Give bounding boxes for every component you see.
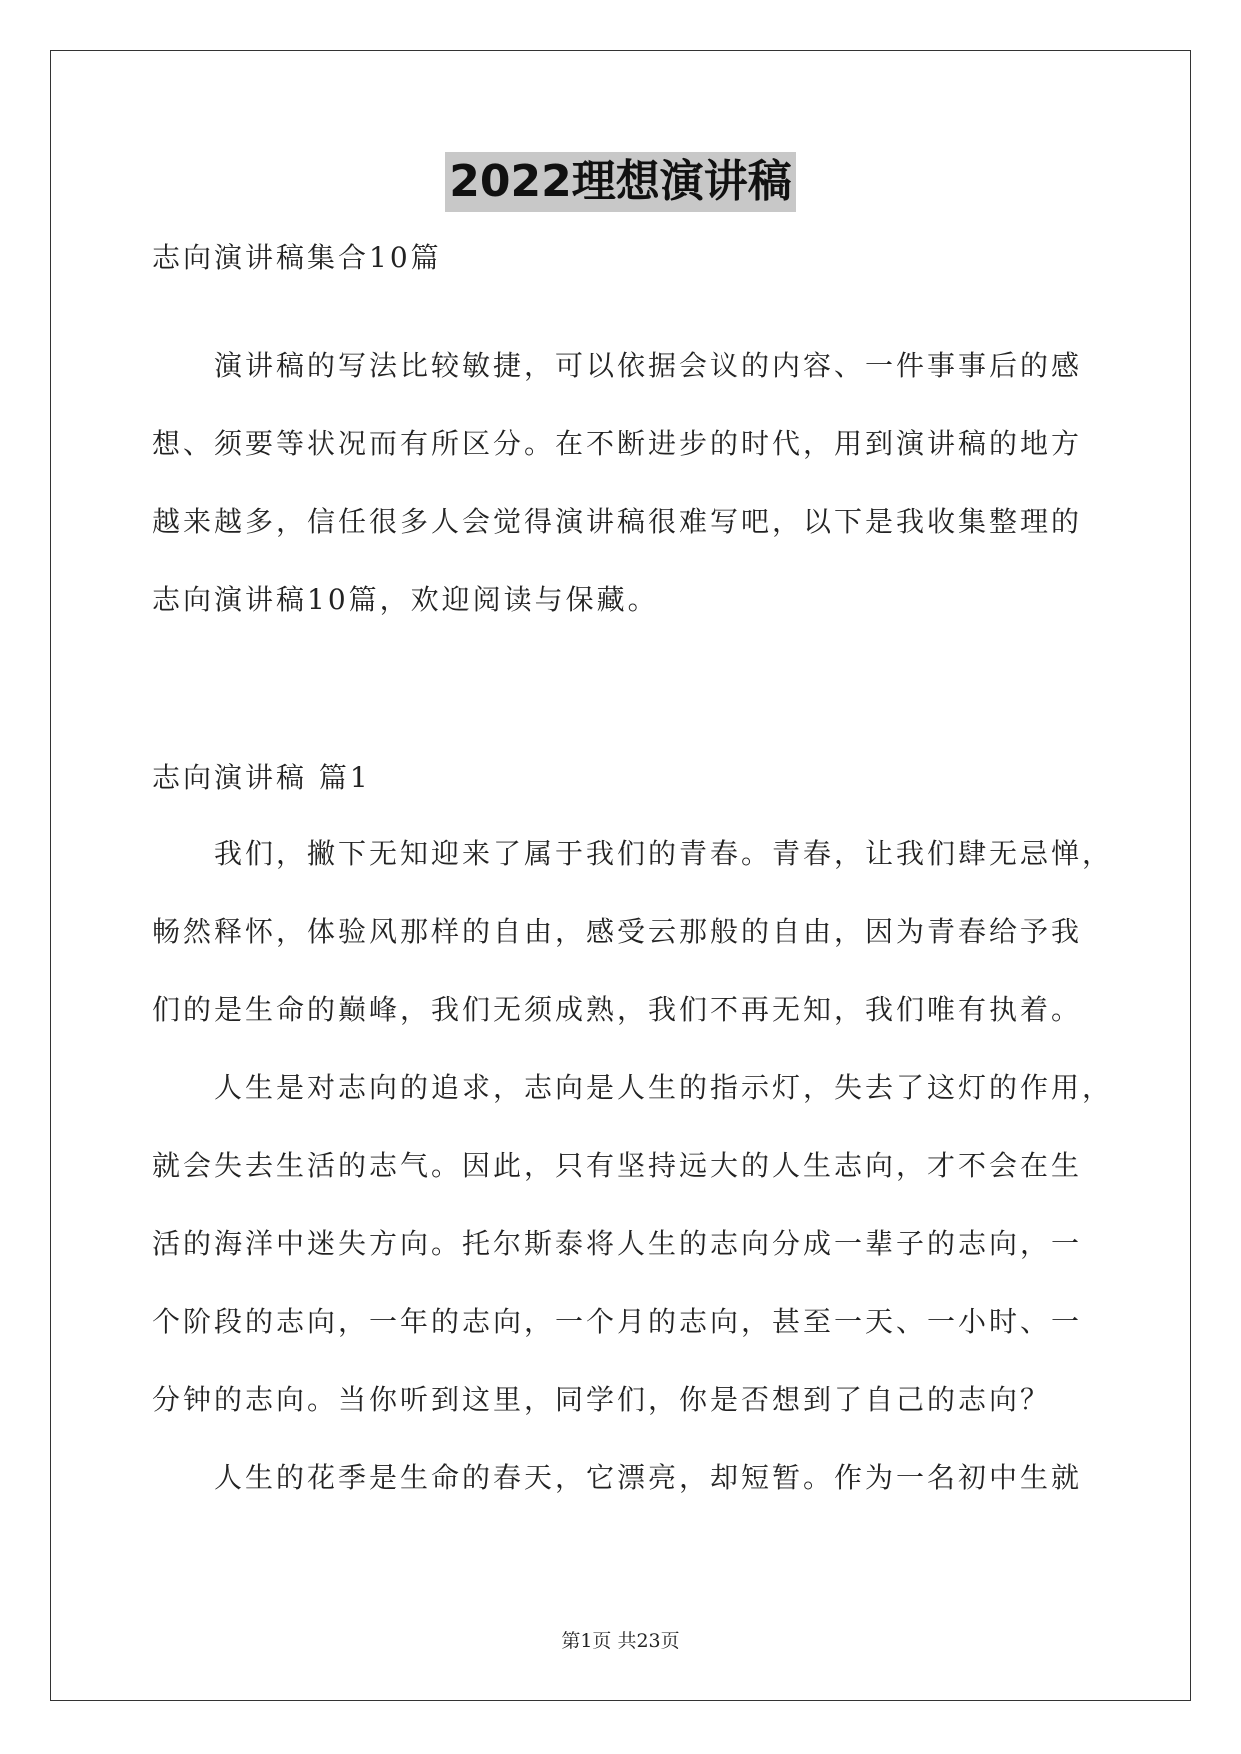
document-title: 2022理想演讲稿 xyxy=(445,152,795,212)
paragraph-line: 想、须要等状况而有所区分。在不断进步的时代，用到演讲稿的地方 xyxy=(152,427,1083,460)
paragraph-line: 我们，撇下无知迎来了属于我们的青春。青春，让我们肆无忌惮， xyxy=(214,837,1114,870)
paragraph-line: 越来越多，信任很多人会觉得演讲稿很难写吧，以下是我收集整理的 xyxy=(152,505,1083,538)
paragraph-line: 分钟的志向。当你听到这里，同学们，你是否想到了自己的志向？ xyxy=(152,1383,1052,1416)
paragraph-line: 们的是生命的巅峰，我们无须成熟，我们不再无知，我们唯有执着。 xyxy=(152,993,1083,1026)
title-container xyxy=(0,152,1241,212)
paragraph-line: 就会失去生活的志气。因此，只有坚持远大的人生志向，才不会在生 xyxy=(152,1149,1083,1182)
document-subtitle: 志向演讲稿集合10篇 xyxy=(152,241,442,274)
paragraph-line: 志向演讲稿10篇，欢迎阅读与保藏。 xyxy=(152,583,659,616)
paragraph-line: 人生的花季是生命的春天，它漂亮，却短暂。作为一名初中生就 xyxy=(214,1461,1083,1494)
page-footer: 第1页 共23页 xyxy=(561,1630,680,1652)
paragraph-line: 活的海洋中迷失方向。托尔斯泰将人生的志向分成一辈子的志向，一 xyxy=(152,1227,1083,1260)
paragraph-line: 个阶段的志向，一年的志向，一个月的志向，甚至一天、一小时、一 xyxy=(152,1305,1083,1338)
page-border xyxy=(50,50,1191,1701)
paragraph-line: 演讲稿的写法比较敏捷，可以依据会议的内容、一件事事后的感 xyxy=(214,349,1083,382)
paragraph-line: 畅然释怀，体验风那样的自由，感受云那般的自由，因为青春给予我 xyxy=(152,915,1083,948)
section-heading: 志向演讲稿 篇1 xyxy=(152,761,371,794)
paragraph-line: 人生是对志向的追求，志向是人生的指示灯，失去了这灯的作用， xyxy=(214,1071,1114,1104)
